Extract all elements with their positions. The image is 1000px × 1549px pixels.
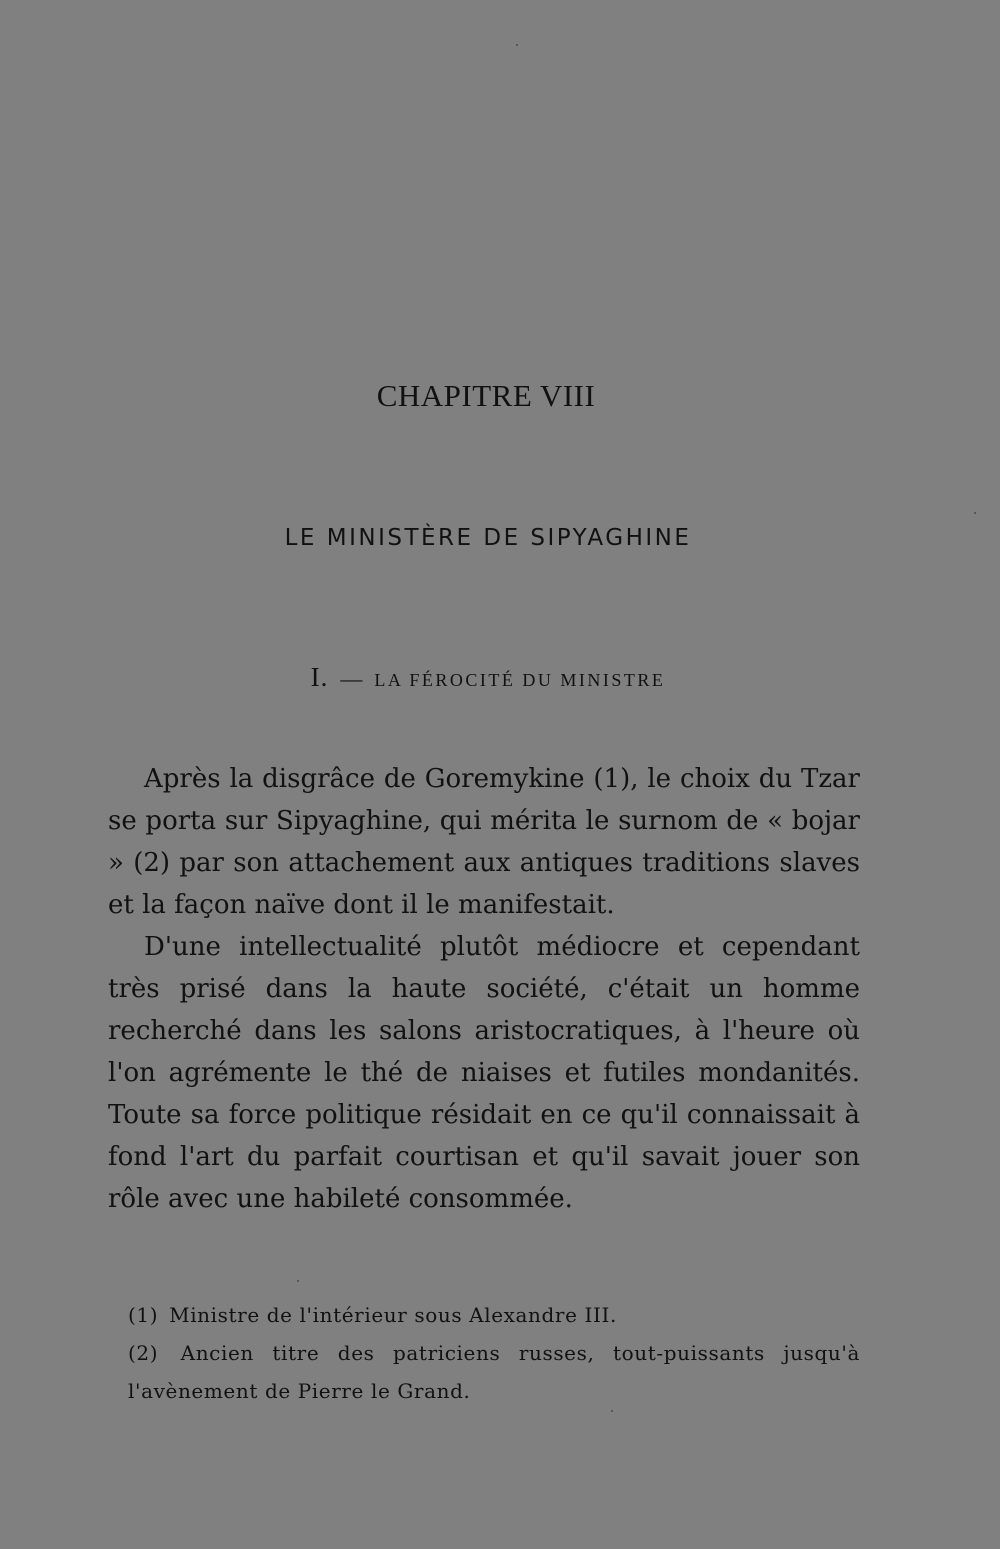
paper-speck xyxy=(516,44,518,46)
footnote-text: Ministre de l'intérieur sous Alexandre III. xyxy=(169,1303,617,1327)
footnote-number: (1) xyxy=(128,1303,159,1327)
footnote-number: (2) xyxy=(128,1341,159,1365)
paper-speck xyxy=(974,512,976,514)
paper-speck xyxy=(297,1280,299,1282)
footnotes xyxy=(128,1296,860,1410)
chapter-title: CHAPITRE VIII xyxy=(376,378,596,413)
section-number: I. xyxy=(310,662,329,692)
section-dash: — xyxy=(340,666,363,691)
section-title: LA FÉROCITÉ DU MINISTRE xyxy=(374,670,666,690)
paper-speck xyxy=(611,1410,613,1412)
footnote xyxy=(128,1334,860,1410)
footnote xyxy=(128,1296,860,1334)
paragraph: D'une intellectualité plutôt médiocre et cependant très prisé dans la haute société, c'était un homme recherché dans les salons aristocratiques, à l'heure où l'on agrémente le thé de niaises et futiles mondanités. Toute sa force politique résidait en ce qu'il connaissait à fond l'art du parfait courtisan et qu'il savait jouer son rôle avec une habileté consommée. xyxy=(108,932,860,1214)
chapter-subtitle: LE MINISTÈRE DE SIPYAGHINE xyxy=(284,525,692,551)
paragraph: Après la disgrâce de Goremykine (1), le choix du Tzar se porta sur Sipyaghine, qui mérita le surnom de « bojar » (2) par son attachement aux antiques traditions slaves et la façon naïve dont il le manifestait. xyxy=(108,764,860,920)
footnote-text: Ancien titre des patriciens russes, tout-puissants jusqu'à l'avènement de Pierre le Grand. xyxy=(128,1341,860,1403)
section-heading xyxy=(0,662,976,693)
body-text xyxy=(108,758,860,1220)
